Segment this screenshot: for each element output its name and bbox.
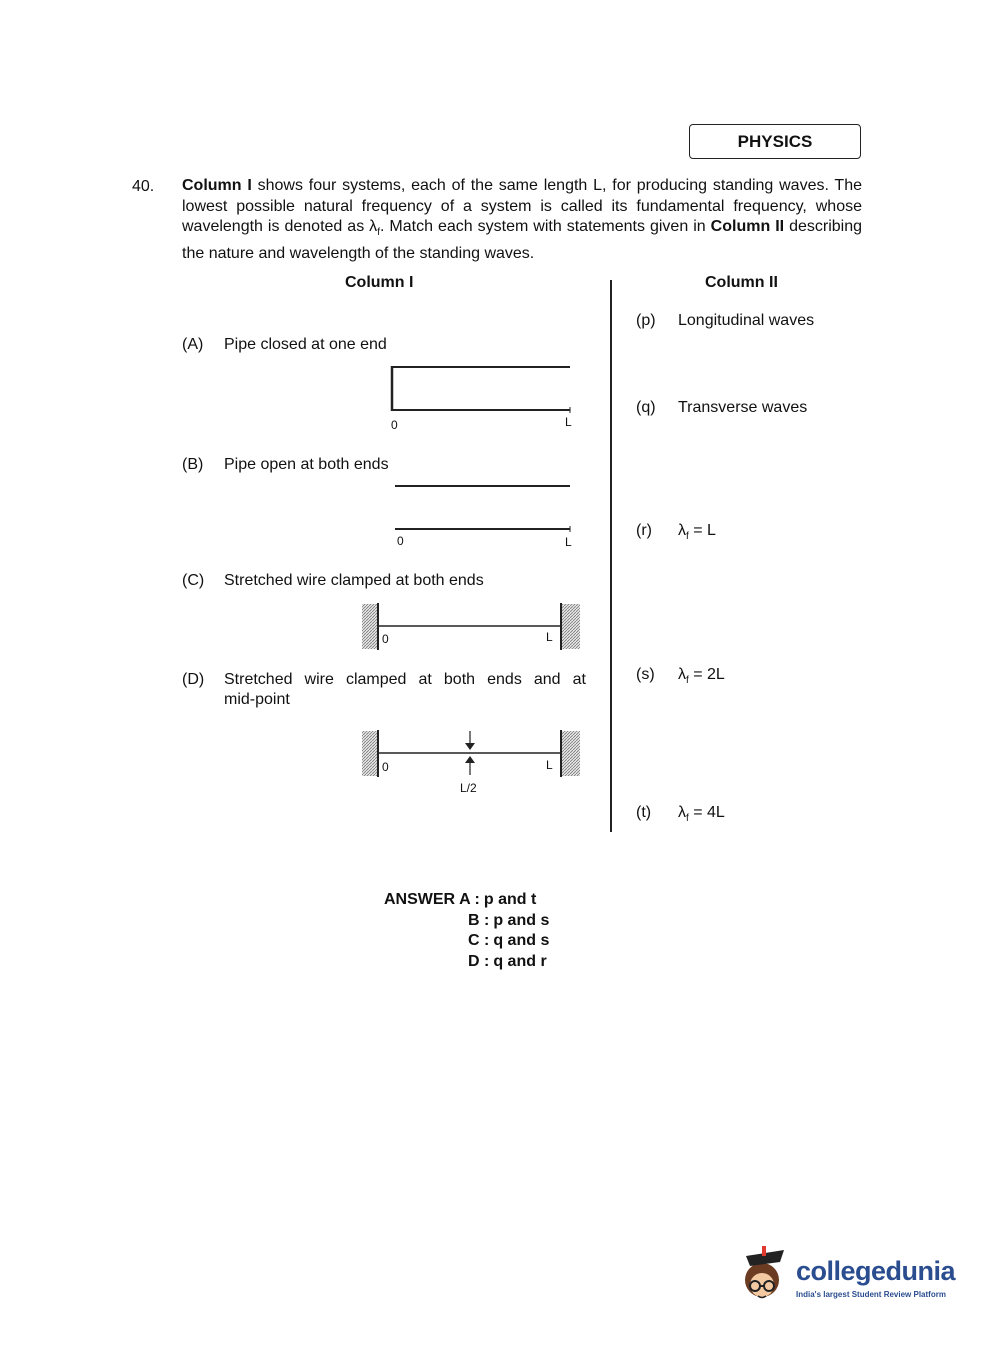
answer-value: q and s <box>493 932 550 949</box>
b-start-label: 0 <box>397 534 404 548</box>
d-end-label: L <box>546 758 553 772</box>
answer-heading: ANSWER <box>384 891 456 908</box>
c-end-label: L <box>546 630 553 644</box>
d-start-label: 0 <box>382 760 389 774</box>
closed-pipe-diagram <box>392 366 570 413</box>
option-s-formula <box>678 666 725 686</box>
option-s-label: (s) <box>636 666 655 683</box>
lambda-symbol: λ <box>678 666 686 683</box>
item-a-label: (A) <box>182 336 204 353</box>
statement-part-c: describing the nature and wavelength of the standing waves. <box>182 218 863 263</box>
option-t-formula <box>678 804 725 824</box>
option-q-label: (q) <box>636 399 656 416</box>
brand-tagline: India's largest Student Review Platform <box>796 1290 946 1299</box>
b-end-label: L <box>565 535 572 549</box>
option-p-text: Longitudinal waves <box>678 312 815 329</box>
statement-part-a: shows four systems, each of the same length L, for producing standing waves. The lowest possible natural frequency of a system is called its fundamental frequency, whose wavelength is denoted as λ <box>182 177 863 236</box>
c-start-label: 0 <box>382 632 389 646</box>
answer-key: B : <box>468 911 490 929</box>
subject-title: PHYSICS <box>689 124 861 159</box>
answer-value: p and t <box>483 891 537 908</box>
item-d-label: (D) <box>182 671 205 688</box>
option-t-label: (t) <box>636 804 652 821</box>
a-end-label: L <box>565 415 572 429</box>
brand-name: collegedunia <box>796 1256 956 1286</box>
item-d-text-line1: Stretched wire clamped at both ends and at <box>224 671 586 688</box>
answer-value: p and s <box>493 911 550 929</box>
column-ii-ref: Column II <box>710 218 785 236</box>
lambda-subscript: f <box>686 813 689 825</box>
option-t-value: = 4L <box>688 804 725 821</box>
lambda-subscript: f <box>686 675 689 687</box>
a-start-label: 0 <box>391 418 398 432</box>
option-r-label: (r) <box>636 522 652 539</box>
answer-key: C : <box>468 932 490 949</box>
open-pipe-diagram <box>395 486 570 532</box>
item-a-text: Pipe closed at one end <box>224 336 387 353</box>
answer-key: D : <box>468 952 490 970</box>
item-b-label: (B) <box>182 456 204 473</box>
question-number: 40. <box>132 178 155 195</box>
answer-value: q and r <box>493 952 547 970</box>
item-c-label: (C) <box>182 572 205 589</box>
answer-key: A : <box>459 891 480 908</box>
column-ii-heading: Column II <box>705 274 778 291</box>
lambda-subscript: f <box>686 531 689 543</box>
option-q-text: Transverse waves <box>678 399 808 416</box>
option-s-value: = 2L <box>688 666 725 683</box>
column-i-heading: Column I <box>345 274 414 291</box>
answer-block <box>384 890 549 972</box>
option-r-value: = L <box>688 522 716 539</box>
statement-part-b: . Match each system with statements given in <box>379 218 711 236</box>
item-b-text: Pipe open at both ends <box>224 456 389 473</box>
d-mid-label: L/2 <box>460 781 477 795</box>
item-d-text-line2: mid-point <box>224 691 290 708</box>
lambda-symbol: λ <box>678 804 686 821</box>
option-r-formula <box>678 522 716 542</box>
statement-subscript: f <box>377 227 380 239</box>
lambda-symbol: λ <box>678 522 686 539</box>
option-p-label: (p) <box>636 312 656 329</box>
column-i-ref: Column I <box>182 177 252 194</box>
item-c-text: Stretched wire clamped at both ends <box>224 572 484 589</box>
mascot-logo-icon <box>736 1240 794 1310</box>
